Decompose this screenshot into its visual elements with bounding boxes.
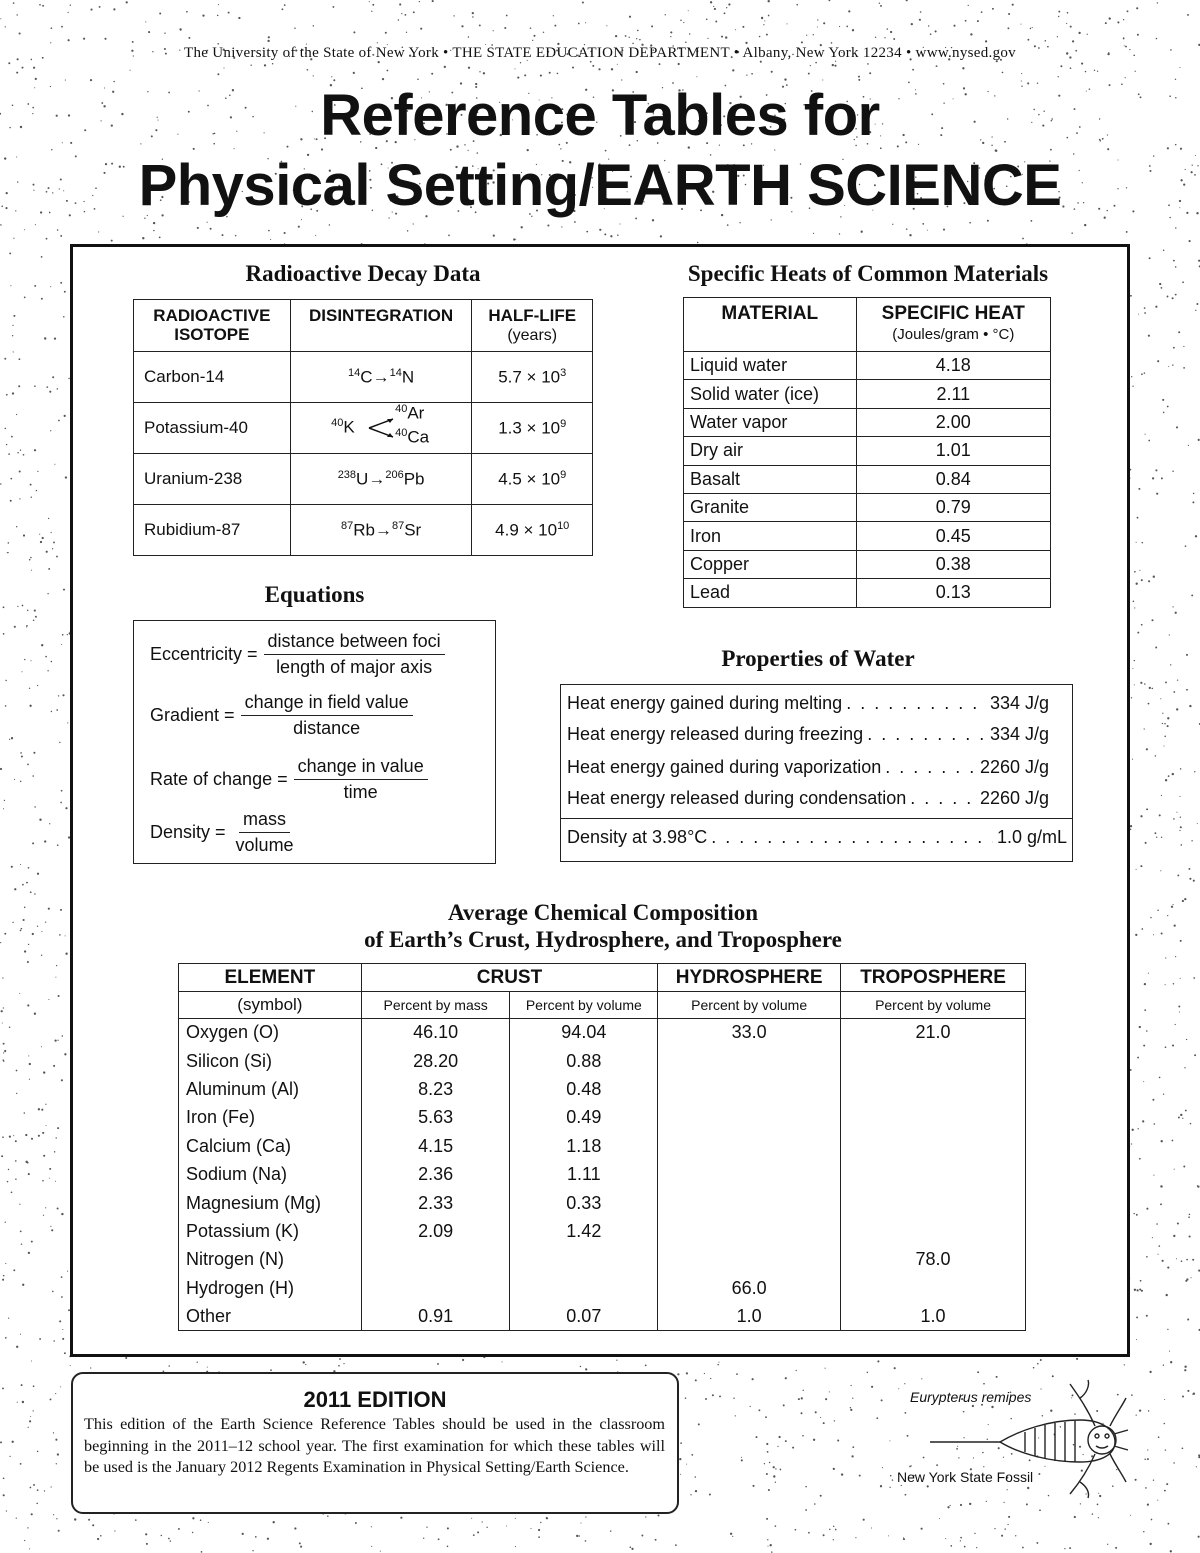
value-cell: 94.04 xyxy=(510,1019,658,1047)
table-row xyxy=(179,1189,1026,1217)
value-cell: 33.0 xyxy=(658,1019,841,1047)
element-cell: Calcium (Ca) xyxy=(179,1132,362,1160)
value-cell xyxy=(841,1104,1026,1132)
table-row xyxy=(179,1217,1026,1245)
element-cell: Silicon (Si) xyxy=(179,1047,362,1075)
value-cell xyxy=(841,1217,1026,1245)
value-cell xyxy=(658,1160,841,1188)
value-cell xyxy=(841,1132,1026,1160)
table-row: Basalt 0.84 xyxy=(684,465,1051,493)
element-cell: Aluminum (Al) xyxy=(179,1075,362,1103)
edition-box xyxy=(71,1372,679,1514)
value-cell xyxy=(658,1217,841,1245)
page-title-line-1: Reference Tables for xyxy=(320,83,880,148)
value-cell: 1.11 xyxy=(510,1160,658,1188)
value-cell xyxy=(658,1075,841,1103)
value-cell: 78.0 xyxy=(841,1246,1026,1274)
table-row: Solid water (ice) 2.11 xyxy=(684,380,1051,408)
table-row xyxy=(179,1302,1026,1330)
col-troposphere: TROPOSPHERE xyxy=(841,964,1026,992)
col-element: ELEMENT xyxy=(179,964,362,992)
value-cell: 0.48 xyxy=(510,1075,658,1103)
gradient-equation: Gradient = $\frac{\text{change in field value}}{\text{distance}}$ xyxy=(150,692,413,739)
element-cell: Potassium (K) xyxy=(179,1217,362,1245)
value-cell xyxy=(841,1274,1026,1302)
value-cell: 2.09 xyxy=(361,1217,510,1245)
table-row xyxy=(179,1075,1026,1103)
fossil-name: Eurypterus remipes xyxy=(910,1389,1032,1405)
composition-title-1: Average Chemical Composition xyxy=(447,900,759,925)
specific-heat-table xyxy=(683,297,1051,608)
table-row xyxy=(179,1132,1026,1160)
edition-body: This edition of the Earth Science Reference Tables should be used in the classroom beginning in the 2011–12 school year. The first examination for which these tables will be used is the January 2012 Regents Examination in Physical Setting/Earth Science. xyxy=(84,1415,665,1477)
table-row xyxy=(179,1274,1026,1302)
element-cell: Nitrogen (N) xyxy=(179,1246,362,1274)
element-cell: Magnesium (Mg) xyxy=(179,1189,362,1217)
table-row: Iron 0.45 xyxy=(684,522,1051,550)
table-row xyxy=(179,1047,1026,1075)
value-cell: 2.33 xyxy=(361,1189,510,1217)
decay-col-isotope: RADIOACTIVE ISOTOPE xyxy=(134,300,291,352)
table-row xyxy=(179,1104,1026,1132)
density-equation: Density = $\frac{\text{mass}}{\text{volume}}$ xyxy=(150,809,294,855)
table-row: Carbon-14 $^{14}$C→$^{14}$N $5.7 \times 10^3$ xyxy=(134,352,593,403)
value-cell xyxy=(658,1246,841,1274)
table-row: Granite 0.79 xyxy=(684,493,1051,521)
value-cell: 5.63 xyxy=(361,1104,510,1132)
heat-col-value: SPECIFIC HEAT (Joules/gram • °C) xyxy=(856,298,1050,352)
water-title: Properties of Water xyxy=(721,646,915,671)
fossil-caption: New York State Fossil xyxy=(897,1469,1034,1485)
water-row: Heat energy gained during vaporization . . . 2260 J/g xyxy=(567,757,1049,778)
table-row: Copper 0.38 xyxy=(684,550,1051,578)
value-cell xyxy=(841,1160,1026,1188)
decay-col-disintegration: DISINTEGRATION xyxy=(290,300,472,352)
edition-title: 2011 EDITION xyxy=(303,1387,447,1412)
table-row: Uranium-238 $^{238}$U→$^{206}$Pb $4.5 \times 10^9$ xyxy=(134,454,593,505)
element-cell: Oxygen (O) xyxy=(179,1019,362,1047)
element-cell: Iron (Fe) xyxy=(179,1104,362,1132)
value-cell: 0.49 xyxy=(510,1104,658,1132)
value-cell xyxy=(361,1246,510,1274)
value-cell: 1.0 xyxy=(658,1302,841,1330)
water-row: Heat energy released during freezing . . . 334 J/g xyxy=(567,724,1049,745)
water-row: Heat energy gained during melting . . . 334 J/g xyxy=(567,693,1049,714)
value-cell xyxy=(510,1246,658,1274)
value-cell: 28.20 xyxy=(361,1047,510,1075)
value-cell: 4.15 xyxy=(361,1132,510,1160)
decay-col-halflife: HALF-LIFE (years) xyxy=(472,300,593,352)
element-cell: Other xyxy=(179,1302,362,1330)
equations-title: Equations xyxy=(264,582,365,607)
value-cell xyxy=(841,1075,1026,1103)
value-cell xyxy=(841,1047,1026,1075)
table-row: Rubidium-87 $^{87}$Rb→$^{87}$Sr $4.9 \times 10^{10}$ xyxy=(134,505,593,556)
element-cell: Hydrogen (H) xyxy=(179,1274,362,1302)
heat-col-material: MATERIAL xyxy=(684,298,857,352)
table-row xyxy=(179,1246,1026,1274)
value-cell: 66.0 xyxy=(658,1274,841,1302)
value-cell xyxy=(841,1189,1026,1217)
value-cell: 0.88 xyxy=(510,1047,658,1075)
water-properties-box xyxy=(560,684,1073,862)
table-row: Liquid water 4.18 xyxy=(684,352,1051,380)
table-row: Dry air 1.01 xyxy=(684,437,1051,465)
equations-box xyxy=(133,620,496,864)
page-title-line-2: Physical Setting/EARTH SCIENCE xyxy=(138,153,1062,218)
water-row: Heat energy released during condensation . . . 2260 J/g xyxy=(567,788,1049,809)
value-cell: 1.18 xyxy=(510,1132,658,1160)
department-header: The University of the State of New York • THE STATE EDUCATION DEPARTMENT • Albany, New York 12234 • www.nysed.gov xyxy=(184,45,1016,61)
col-crust: CRUST xyxy=(361,964,657,992)
composition-table: ELEMENT CRUST HYDROSPHERE TROPOSPHERE (symbol) Percent by mass Percent by volume Percent by volume Percent by volume Oxygen (O) 46.10 94.04 33.0 21.0 Silicon (Si) 28.20 0.88 Aluminum (Al) 8.23 0.48 Iron (Fe) 5.63 0.49 Calcium (Ca) 4.15 1.18 Sodium (Na) 2.36 1.11 Magnesium (Mg) 2.33 0.33 Potassium (K) 2.09 1.42 Nitrogen (N) 78.0 Hydrogen (H) 66.0 Other 0.91 0.07 1.0 1.0 xyxy=(178,963,1026,1331)
value-cell: 0.07 xyxy=(510,1302,658,1330)
value-cell xyxy=(658,1104,841,1132)
value-cell: 0.33 xyxy=(510,1189,658,1217)
value-cell xyxy=(361,1274,510,1302)
eccentricity-equation: Eccentricity = $\frac{\text{distance between foci}}{\text{length of major axis}}$ xyxy=(150,631,445,678)
col-symbol: (symbol) xyxy=(179,992,362,1019)
table-row: Water vapor 2.00 xyxy=(684,408,1051,436)
rate-of-change-equation: Rate of change = $\frac{\text{change in value}}{\text{time}}$ xyxy=(150,756,428,803)
decay-title: Radioactive Decay Data xyxy=(245,261,481,286)
value-cell xyxy=(658,1189,841,1217)
value-cell: 46.10 xyxy=(361,1019,510,1047)
value-cell xyxy=(658,1047,841,1075)
value-cell: 21.0 xyxy=(841,1019,1026,1047)
water-row: Density at 3.98°C . . . 1.0 g/mL xyxy=(567,827,1067,848)
value-cell: 1.0 xyxy=(841,1302,1026,1330)
table-row: Lead 0.13 xyxy=(684,579,1051,607)
heat-title: Specific Heats of Common Materials xyxy=(687,261,1049,286)
table-row xyxy=(179,1160,1026,1188)
value-cell: 8.23 xyxy=(361,1075,510,1103)
decay-table xyxy=(133,299,593,556)
value-cell: 2.36 xyxy=(361,1160,510,1188)
composition-title-2: of Earth’s Crust, Hydrosphere, and Troposphere xyxy=(364,927,842,952)
table-row xyxy=(179,1019,1026,1047)
value-cell: 1.42 xyxy=(510,1217,658,1245)
branch-arrow-icon xyxy=(367,415,397,441)
element-cell: Sodium (Na) xyxy=(179,1160,362,1188)
divider xyxy=(561,818,1072,819)
col-hydrosphere: HYDROSPHERE xyxy=(658,964,841,992)
value-cell xyxy=(658,1132,841,1160)
value-cell xyxy=(510,1274,658,1302)
main-content-box xyxy=(70,244,1130,1357)
value-cell: 0.91 xyxy=(361,1302,510,1330)
table-row: Potassium-40 $^{40}$K $^{40}$Ar $^{40}$Ca $1.3 \times 10^9$ xyxy=(134,403,593,454)
